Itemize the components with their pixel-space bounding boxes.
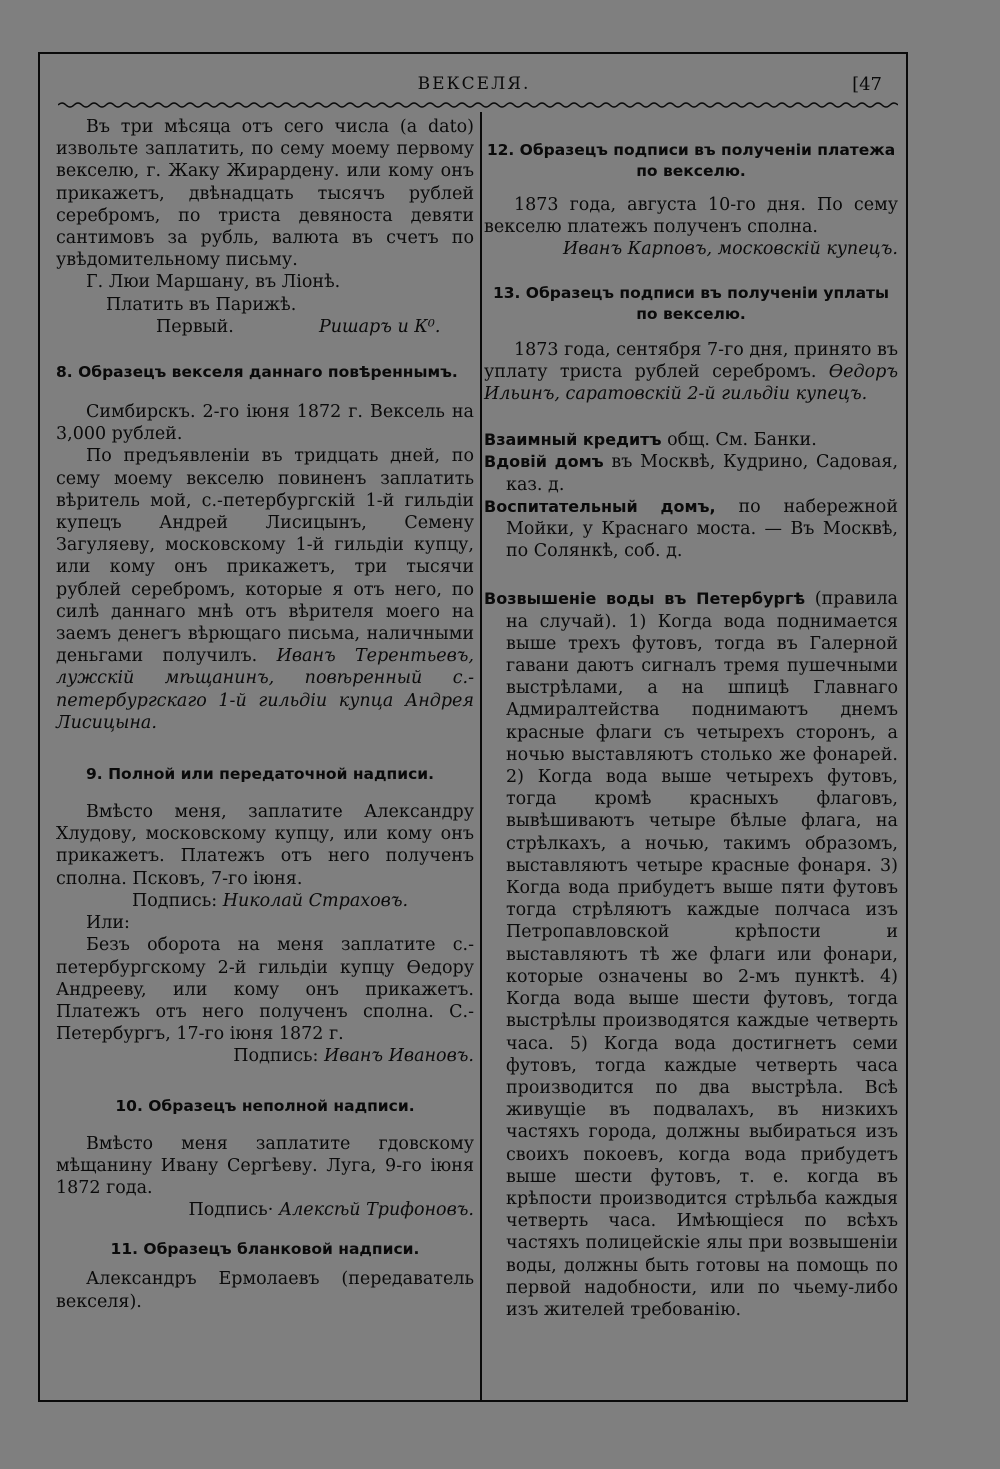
- entry-flood-rules: Возвышеніе воды въ Петербургѣ (правила на случай). 1) Когда вода поднимается выше трехъ футовъ, тогда въ Галерной гавани даютъ сигналъ тремя пушечными выстрѣлами, а на шпицѣ Главнаго Адмиралтейства поднимаютъ днемъ красные флаги съ четырехъ сторонъ, а ночью выставляютъ столько же фонарей. 2) Когда вода выше четырехъ футовъ, тогда кромѣ красныхъ флаговъ, вывѣшиваютъ четыре бѣлые флага, на стрѣлкахъ, а ночью, такимъ образомъ, выставляютъ четыре красные фонаря. 3) Когда вода прибудетъ выше пяти футовъ тогда стрѣляютъ каждые полчаса изъ Петропавловской крѣпости и выставляютъ тѣ же флаги или фонари, которые означены во 2-мъ пунктѣ. 4) Когда вода выше шести футовъ, тогда выстрѣлы производятся каждые четверть часа. 5) Когда вода достигнетъ семи футовъ, тогда каждые четверть часа производится по два выстрѣла. Всѣ живущіе въ подвалахъ, въ низкихъ частяхъ города, должны выбираться изъ своихъ покоевъ, когда вода прибудетъ выше шести футовъ, т. е. когда въ крѣпости производится стрѣльба каждыя четверть часа. Имѣющіеся по всѣхъ частяхъ полицейскіе ялы при возвышеніи воды, должны быть готовы на помощь по первой надобности, или по чьему-либо изъ жителей требованію.: [484, 589, 898, 1320]
- section-heading-10: 10. Образецъ неполной надписи.: [115, 1096, 415, 1115]
- running-head: [40, 74, 908, 98]
- section-8-text-a: Симбирскъ. 2-го іюня 1872 г. Вексель на 3,000 рублей.: [56, 402, 474, 445]
- section-12-text: 1873 года, августа 10-го дня. По сему векселю платежъ полученъ сполна.: [484, 195, 898, 238]
- section-12-signature: Иванъ Карповъ, московскій купецъ.: [563, 239, 898, 260]
- section-13-signature: Ѳедоръ Ильинъ, саратовскій 2-й гильдіи купецъ.: [484, 361, 898, 405]
- wavy-rule: [58, 100, 898, 110]
- section-9-or: Или:: [86, 913, 130, 934]
- bill-addressee: Г. Люи Маршану, въ Ліонѣ.: [86, 272, 341, 293]
- left-column: [56, 116, 474, 1313]
- page-title: ВЕКСЕЛЯ.: [417, 74, 531, 94]
- section-heading-9: 9. Полной или передаточной надписи.: [86, 765, 435, 784]
- bill-signature-line: [56, 316, 474, 338]
- section-8-text-b: По предъявленіи въ тридцать дней, по сему моему векселю повиненъ заплатить вѣритель мой, с.-петербургскій 1-й гильдіи купецъ Андрей Лисицынъ, Семену Загуляеву, московскому 1-й гильдіи купцу, или кому онъ прикажетъ, три тысячи рублей серебромъ, которые я отъ него, по силѣ даннаго мнѣ отъ вѣрителя моего на заемъ денегъ вѣрющаго письма, наличными деньгами получилъ. Иванъ Терентьевъ, лужскій мѣщанинъ, повѣренный с.-петербургскаго 1-й гильдіи купца Андрея Лисицына.: [56, 446, 474, 733]
- section-9-text-a: Вмѣсто меня, заплатите Александру Хлудову, московскому купцу, или кому онъ прикажетъ. Платежъ отъ него полученъ сполна. Псковъ, 7-го іюня.: [56, 802, 474, 889]
- entry-widows-house: Вдовій домъ въ Москвѣ, Кудрино, Садовая, каз. д.: [484, 452, 899, 495]
- section-13-text: 1873 года, сентября 7-го дня, принято въ уплату триста рублей серебромъ. Ѳедоръ Ильинъ, саратовскій 2-й гильдіи купецъ.: [484, 339, 898, 405]
- right-column: [484, 116, 898, 1321]
- bill-signature: Ришаръ и К⁰.: [318, 316, 441, 337]
- bill-text: Въ три мѣсяца отъ сего числа (a dato) извольте заплатить, по сему моему первому векселю, г. Жаку Жирардену. или кому онъ прикажетъ, двѣнадцать тысячъ рублей серебромъ, по триста девяноста девяти сантимовъ за рубль, валюта въ счетъ по увѣдомительному письму.: [56, 117, 474, 271]
- section-11-text: Александръ Ермолаевъ (передаватель векселя).: [56, 1269, 474, 1312]
- section-9-signature-b: Подпись: Иванъ Ивановъ.: [233, 1046, 474, 1067]
- entry-mutual-credit: Взаимный кредитъ общ. См. Банки.: [484, 430, 817, 451]
- section-9-text-b: Безъ оборота на меня заплатите с.-петербургскому 2-й гильдіи купцу Ѳедору Андреевy, или кому онъ прикажетъ. Платежъ отъ него полученъ сполна. С.-Петербургъ, 17-го іюня 1872 г.: [56, 935, 474, 1045]
- section-8-signature: Иванъ Терентьевъ, лужскій мѣщанинъ, повѣренный с.-петербургскаго 1-й гильдіи купца Андрея Лисицына.: [56, 646, 474, 733]
- section-heading-8: 8. Образецъ векселя даннаго повѣреннымъ.: [56, 363, 458, 382]
- bill-place-of-payment: Платить въ Парижѣ.: [106, 294, 297, 315]
- entry-foundling-house: Воспитательный домъ, по набережной Мойки, у Краснаго моста. — Въ Москвѣ, по Солянкѣ, соб. д.: [484, 496, 898, 562]
- section-heading-13: 13. Образецъ подписи въ полученіи уплаты по векселю.: [492, 283, 890, 323]
- section-heading-11: 11. Образецъ бланковой надписи.: [110, 1240, 420, 1259]
- column-divider: [480, 112, 482, 1400]
- section-10-signature: Подпись· Алексѣй Трифоновъ.: [188, 1200, 474, 1221]
- page-number: [47: [852, 74, 882, 95]
- bill-copy-label: Первый.: [156, 316, 234, 337]
- section-9-signature-a: Подпись: Николай Страховъ.: [132, 890, 409, 911]
- section-heading-12: 12. Образецъ подписи въ полученіи платежа по векселю.: [486, 141, 896, 180]
- section-10-text: Вмѣсто меня заплатите гдовскому мѣщанину Ивану Сергѣеву. Луга, 9-го іюня 1872 года.: [56, 1133, 474, 1198]
